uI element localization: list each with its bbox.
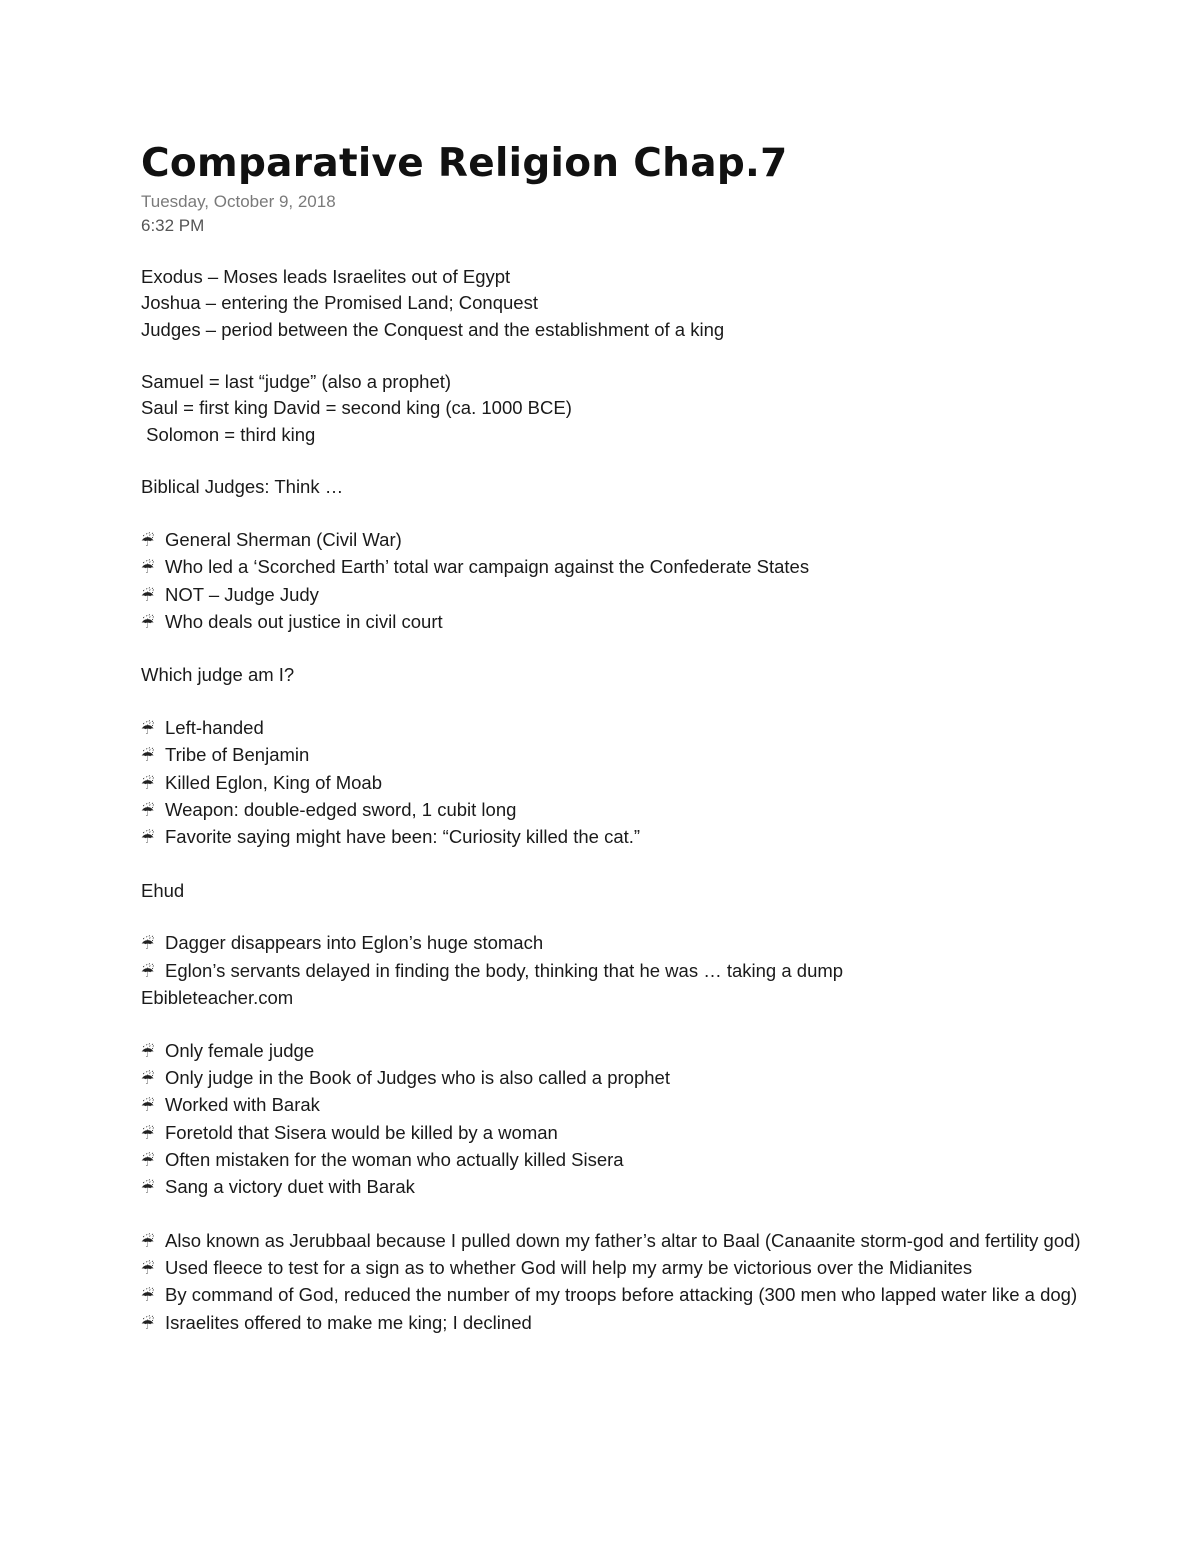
umbrella-bullet-icon: ☔: [141, 1314, 155, 1333]
bullet-item: [141, 958, 1081, 985]
umbrella-bullet-icon: ☔: [141, 586, 155, 605]
spacer: [141, 904, 1081, 930]
bullet-text: Eglon’s servants delayed in finding the body, thinking that he was … taking a dump: [165, 959, 844, 981]
bullet-item: [141, 715, 1081, 742]
spacer: [141, 448, 1081, 474]
source-text: Ebibleteacher.com: [141, 987, 294, 1009]
bullet-item: [141, 1065, 1081, 1092]
bullet-item: [141, 554, 1081, 581]
bullet-text: Also known as Jerubbaal because I pulled down my father’s altar to Baal (Canaanite storm-god and fertility god): [165, 1229, 1081, 1251]
bullet-text: Worked with Barak: [165, 1094, 320, 1116]
bullet-text: Used fleece to test for a sign as to whether God will help my army be victorious over the Midianites: [165, 1256, 973, 1278]
bullet-item: [141, 742, 1081, 769]
bullet-item: [141, 824, 1081, 851]
umbrella-bullet-icon: ☔: [141, 747, 155, 766]
deborah-clue-list: [141, 1038, 1081, 1202]
bullet-item: [141, 1092, 1081, 1119]
umbrella-bullet-icon: ☔: [141, 801, 155, 820]
bullet-text: By command of God, reduced the number of my troops before attacking (300 men who lapped water like a dog): [165, 1284, 1078, 1306]
note-metadata: [141, 190, 1081, 238]
note-page: [141, 138, 1081, 1337]
bullet-text: Only judge in the Book of Judges who is also called a prophet: [165, 1066, 670, 1088]
note-date: Tuesday, October 9, 2018: [141, 192, 336, 211]
bullet-text: Tribe of Benjamin: [165, 744, 310, 766]
bullet-text: Sang a victory duet with Barak: [165, 1176, 415, 1198]
text-line: Joshua – entering the Promised Land; Conquest: [141, 292, 538, 314]
umbrella-bullet-icon: ☔: [141, 962, 155, 981]
page-title: Comparative Religion Chap.7: [141, 141, 788, 186]
bullet-item: [141, 582, 1081, 609]
umbrella-bullet-icon: ☔: [141, 1124, 155, 1143]
bullet-item: [141, 1228, 1081, 1255]
bullet-text: Favorite saying might have been: “Curiosity killed the cat.”: [165, 826, 641, 848]
text-line: Exodus – Moses leads Israelites out of Egypt: [141, 266, 511, 287]
kings-section: [141, 369, 1081, 448]
note-time: 6:32 PM: [141, 216, 205, 235]
ehud-answer: Ehud: [141, 879, 185, 901]
umbrella-bullet-icon: ☔: [141, 531, 155, 550]
bullet-item: [141, 527, 1081, 554]
bullet-text: Weapon: double-edged sword, 1 cubit long: [165, 798, 517, 820]
bullet-item: [141, 930, 1081, 957]
think-bullet-list: [141, 527, 1081, 636]
bullet-text: NOT – Judge Judy: [165, 583, 319, 605]
ehud-detail-list: [141, 930, 1081, 985]
bullet-item: [141, 1174, 1081, 1201]
bullet-text: Israelites offered to make me king; I declined: [165, 1311, 532, 1333]
bullet-text: Dagger disappears into Eglon’s huge stomach: [165, 932, 544, 954]
bullet-text: Left-handed: [165, 717, 264, 739]
bullet-item: [141, 797, 1081, 824]
spacer: [141, 1011, 1081, 1037]
ehud-clue-list: [141, 715, 1081, 851]
think-heading: Biblical Judges: Think …: [141, 476, 344, 498]
spacer: [141, 636, 1081, 662]
umbrella-bullet-icon: ☔: [141, 829, 155, 848]
umbrella-bullet-icon: ☔: [141, 1259, 155, 1278]
bullet-item: [141, 1255, 1081, 1282]
umbrella-bullet-icon: ☔: [141, 1179, 155, 1198]
spacer: [141, 852, 1081, 878]
umbrella-bullet-icon: ☔: [141, 1287, 155, 1306]
umbrella-bullet-icon: ☔: [141, 774, 155, 793]
which-judge-heading: Which judge am I?: [141, 664, 295, 686]
bullet-item: [141, 1310, 1081, 1337]
umbrella-bullet-icon: ☔: [141, 1097, 155, 1116]
gideon-clue-list: [141, 1228, 1081, 1337]
bullet-text: Foretold that Sisera would be killed by a woman: [165, 1121, 558, 1143]
bullet-item: [141, 770, 1081, 797]
bullet-text: Only female judge: [165, 1039, 315, 1061]
umbrella-bullet-icon: ☔: [141, 1232, 155, 1251]
bullet-item: [141, 1147, 1081, 1174]
umbrella-bullet-icon: ☔: [141, 935, 155, 954]
umbrella-bullet-icon: ☔: [141, 720, 155, 739]
bullet-text: Often mistaken for the woman who actually killed Sisera: [165, 1148, 624, 1170]
umbrella-bullet-icon: ☔: [141, 1069, 155, 1088]
spacer: [141, 343, 1081, 369]
bullet-text: General Sherman (Civil War): [165, 528, 402, 550]
umbrella-bullet-icon: ☔: [141, 1151, 155, 1170]
text-line: Saul = first king David = second king (ca. 1000 BCE): [141, 397, 572, 419]
books-section: [141, 264, 1081, 343]
bullet-item: [141, 1120, 1081, 1147]
umbrella-bullet-icon: ☔: [141, 1042, 155, 1061]
umbrella-bullet-icon: ☔: [141, 613, 155, 632]
text-line: Judges – period between the Conquest and the establishment of a king: [141, 318, 725, 340]
spacer: [141, 1201, 1081, 1227]
text-line: Samuel = last “judge” (also a prophet): [141, 371, 452, 393]
bullet-item: [141, 1038, 1081, 1065]
bullet-text: Who deals out justice in civil court: [165, 610, 443, 632]
umbrella-bullet-icon: ☔: [141, 559, 155, 578]
spacer: [141, 689, 1081, 715]
bullet-text: Who led a ‘Scorched Earth’ total war campaign against the Confederate States: [165, 556, 810, 578]
bullet-item: [141, 1282, 1081, 1309]
spacer: [141, 501, 1081, 527]
bullet-item: [141, 609, 1081, 636]
bullet-text: Killed Eglon, King of Moab: [165, 771, 382, 793]
text-line: Solomon = third king: [141, 423, 316, 445]
